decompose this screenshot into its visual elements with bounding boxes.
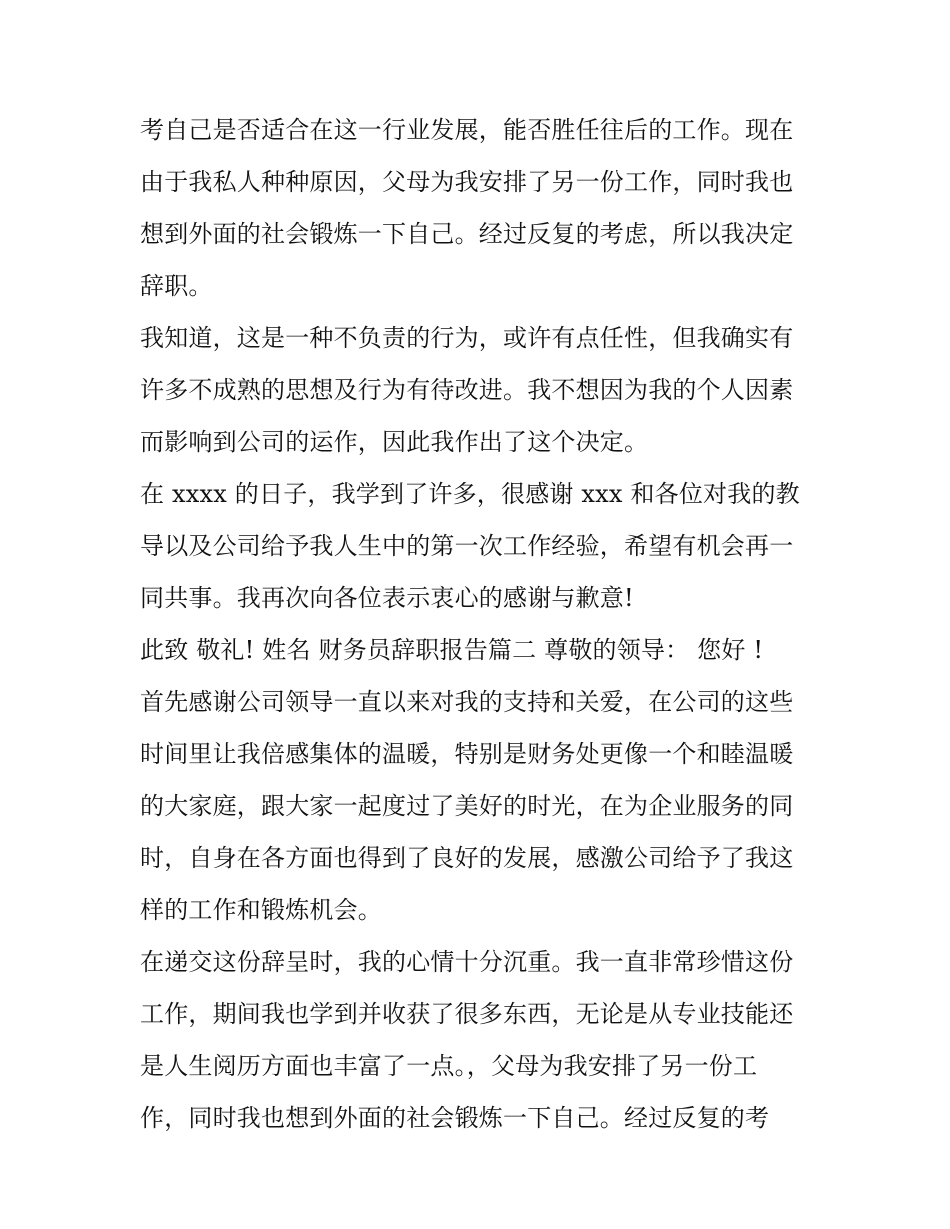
text-line: 考自己是否适合在这一行业发展，能否胜任往后的工作。现在 [140,116,794,144]
text-line: 时间里让我倍感集体的温暖，特别是财务处更像一个和睦温暖 [140,740,794,768]
text-line: 样的工作和锻炼机会。 [140,896,382,924]
text-line: 我知道，这是一种不负责的行为，或许有点任性，但我确实有 [140,324,794,352]
text-line: 作，同时我也想到外面的社会锻炼一下自己。经过反复的考 [140,1104,770,1132]
text-line: 工作，期间我也学到并收获了很多东西，无论是从专业技能还 [140,1000,794,1028]
text-line: 首先感谢公司领导一直以来对我的支持和关爱，在公司的这些 [140,688,794,716]
text-line: 想到外面的社会锻炼一下自己。经过反复的考虑，所以我决定 [140,220,794,248]
document-body [140,104,820,1144]
text-line: 辞职。 [140,272,213,300]
text-line: 是人生阅历方面也丰富了一点。，父母为我安排了另一份工 [140,1052,758,1080]
text-line: 而影响到公司的运作，因此我作出了这个决定。 [140,428,649,456]
text-line: 时，自身在各方面也得到了良好的发展，感激公司给予了我这 [140,844,794,872]
text-line: 许多不成熟的思想及行为有待改进。我不想因为我的个人因素 [140,376,794,404]
text-line: 导以及公司给予我人生中的第一次工作经验，希望有机会再一 [140,532,794,560]
text-line: 的大家庭，跟大家一起度过了美好的时光，在为企业服务的同 [140,792,794,820]
text-line: 此致 敬礼! 姓名 财务员辞职报告篇二 尊敬的领导： 您好 ! [140,636,764,664]
text-line: 同共事。我再次向各位表示衷心的感谢与歉意! [140,584,634,612]
text-line: 由于我私人种种原因，父母为我安排了另一份工作，同时我也 [140,168,794,196]
text-line: 在递交这份辞呈时，我的心情十分沉重。我一直非常珍惜这份 [140,948,794,976]
text-line: 在 xxxx 的日子，我学到了许多，很感谢 xxx 和各位对我的教 [140,480,800,508]
